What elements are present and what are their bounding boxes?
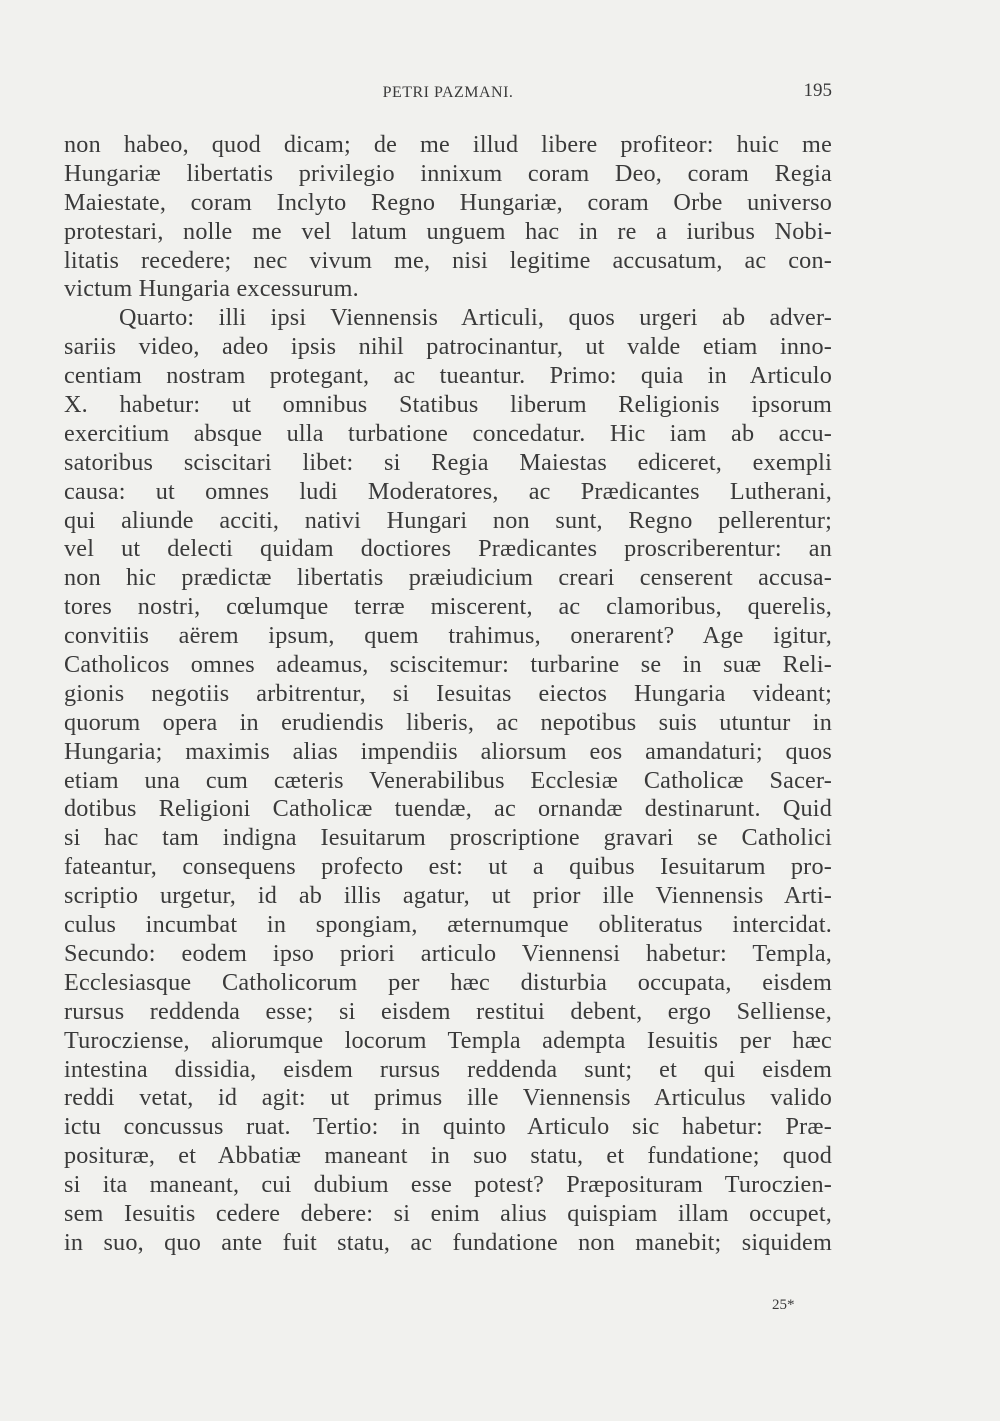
- text-line: ictu concussus ruat. Tertio: in quinto Articulo sic habetur: Præ-: [64, 1113, 832, 1141]
- text-line: dotibus Religioni Catholicæ tuendæ, ac ornandæ destinarunt. Quid: [64, 795, 832, 823]
- text-line: Catholicos omnes adeamus, sciscitemur: turbarine se in suæ Reli-: [64, 651, 832, 679]
- text-line: centiam nostram protegant, ac tueantur. Primo: quia in Articulo: [64, 362, 832, 390]
- body-text: [64, 131, 832, 1258]
- text-line: Quarto: illi ipsi Viennensis Articuli, quos urgeri ab adver-: [119, 304, 832, 332]
- text-line: causa: ut omnes ludi Moderatores, ac Prædicantes Lutherani,: [64, 477, 832, 505]
- text-line: qui aliunde acciti, nativi Hungari non sunt, Regno pellerentur;: [64, 506, 832, 534]
- text-line: non habeo, quod dicam; de me illud libere profiteor: huic me: [64, 131, 832, 158]
- text-line: si ita maneant, cui dubium esse potest? Præposituram Turoczien-: [64, 1171, 832, 1199]
- text-line: Turocziense, aliorumque locorum Templa adempta Iesuitis per hæc: [64, 1026, 832, 1054]
- text-line: protestari, nolle me vel latum unguem hac in re a iuribus Nobi-: [64, 217, 832, 245]
- text-line: Secundo: eodem ipso priori articulo Viennensi habetur: Templa,: [64, 939, 832, 967]
- text-line: reddi vetat, id agit: ut primus ille Viennensis Articulus valido: [64, 1084, 832, 1112]
- text-line: exercitium absque ulla turbatione concedatur. Hic iam ab accu-: [64, 419, 832, 447]
- text-line: satoribus sciscitari libet: si Regia Maiestas ediceret, exempli: [64, 448, 832, 476]
- text-line: Maiestate, coram Inclyto Regno Hungariæ, coram Orbe universo: [64, 188, 832, 216]
- text-line: Hungaria; maximis alias impendiis aliorsum eos amandaturi; quos: [64, 737, 832, 765]
- text-line: vel ut delecti quidam doctiores Prædicantes proscriberentur: an: [64, 535, 832, 563]
- signature-mark: 25*: [772, 1297, 795, 1313]
- text-line: litatis recedere; nec vivum me, nisi legitime accusatum, ac con-: [64, 246, 832, 274]
- text-line: fateantur, consequens profecto est: ut a quibus Iesuitarum pro-: [64, 853, 832, 881]
- text-line: posituræ, et Abbatiæ maneant in suo statu, et fundatione; quod: [64, 1142, 832, 1170]
- text-line: convitiis aërem ipsum, quem trahimus, onerarent? Age igitur,: [64, 622, 832, 650]
- text-line: culus incumbat in spongiam, æternumque obliteratus intercidat.: [64, 911, 832, 939]
- text-line: X. habetur: ut omnibus Statibus liberum Religionis ipsorum: [64, 391, 832, 419]
- text-line: Hungariæ libertatis privilegio innixum coram Deo, coram Regia: [64, 159, 832, 187]
- text-line: gionis negotiis arbitrentur, si Iesuitas eiectos Hungaria videant;: [64, 679, 832, 707]
- text-line: non hic prædictæ libertatis præiudicium creari censerent accusa-: [64, 564, 832, 592]
- text-line: etiam una cum cæteris Venerabilibus Ecclesiæ Catholicæ Sacer-: [64, 766, 832, 794]
- text-line: intestina dissidia, eisdem rursus reddenda sunt; et qui eisdem: [64, 1055, 832, 1083]
- text-line: scriptio urgetur, id ab illis agatur, ut prior ille Viennensis Arti-: [64, 882, 832, 910]
- running-title: PETRI PAZMANI.: [382, 84, 514, 101]
- text-line: victum Hungaria excessurum.: [64, 275, 359, 303]
- running-head: [64, 78, 832, 108]
- page-number: 195: [803, 80, 832, 101]
- text-line: quorum opera in erudiendis liberis, ac nepotibus suis utuntur in: [64, 708, 832, 736]
- text-line: Ecclesiasque Catholicorum per hæc disturbia occupata, eisdem: [64, 968, 832, 996]
- text-line: sariis video, adeo ipsis nihil patrocinantur, ut valde etiam inno-: [64, 333, 832, 361]
- text-line: sem Iesuitis cedere debere: si enim alius quispiam illam occupet,: [64, 1199, 832, 1227]
- text-line: si hac tam indigna Iesuitarum proscriptione gravari se Catholici: [64, 824, 832, 852]
- text-line: tores nostri, cœlumque terræ miscerent, ac clamoribus, querelis,: [64, 593, 832, 621]
- text-line: rursus reddenda esse; si eisdem restitui debent, ergo Selliense,: [64, 997, 832, 1025]
- text-line: in suo, quo ante fuit statu, ac fundatione non manebit; siquidem: [64, 1228, 832, 1256]
